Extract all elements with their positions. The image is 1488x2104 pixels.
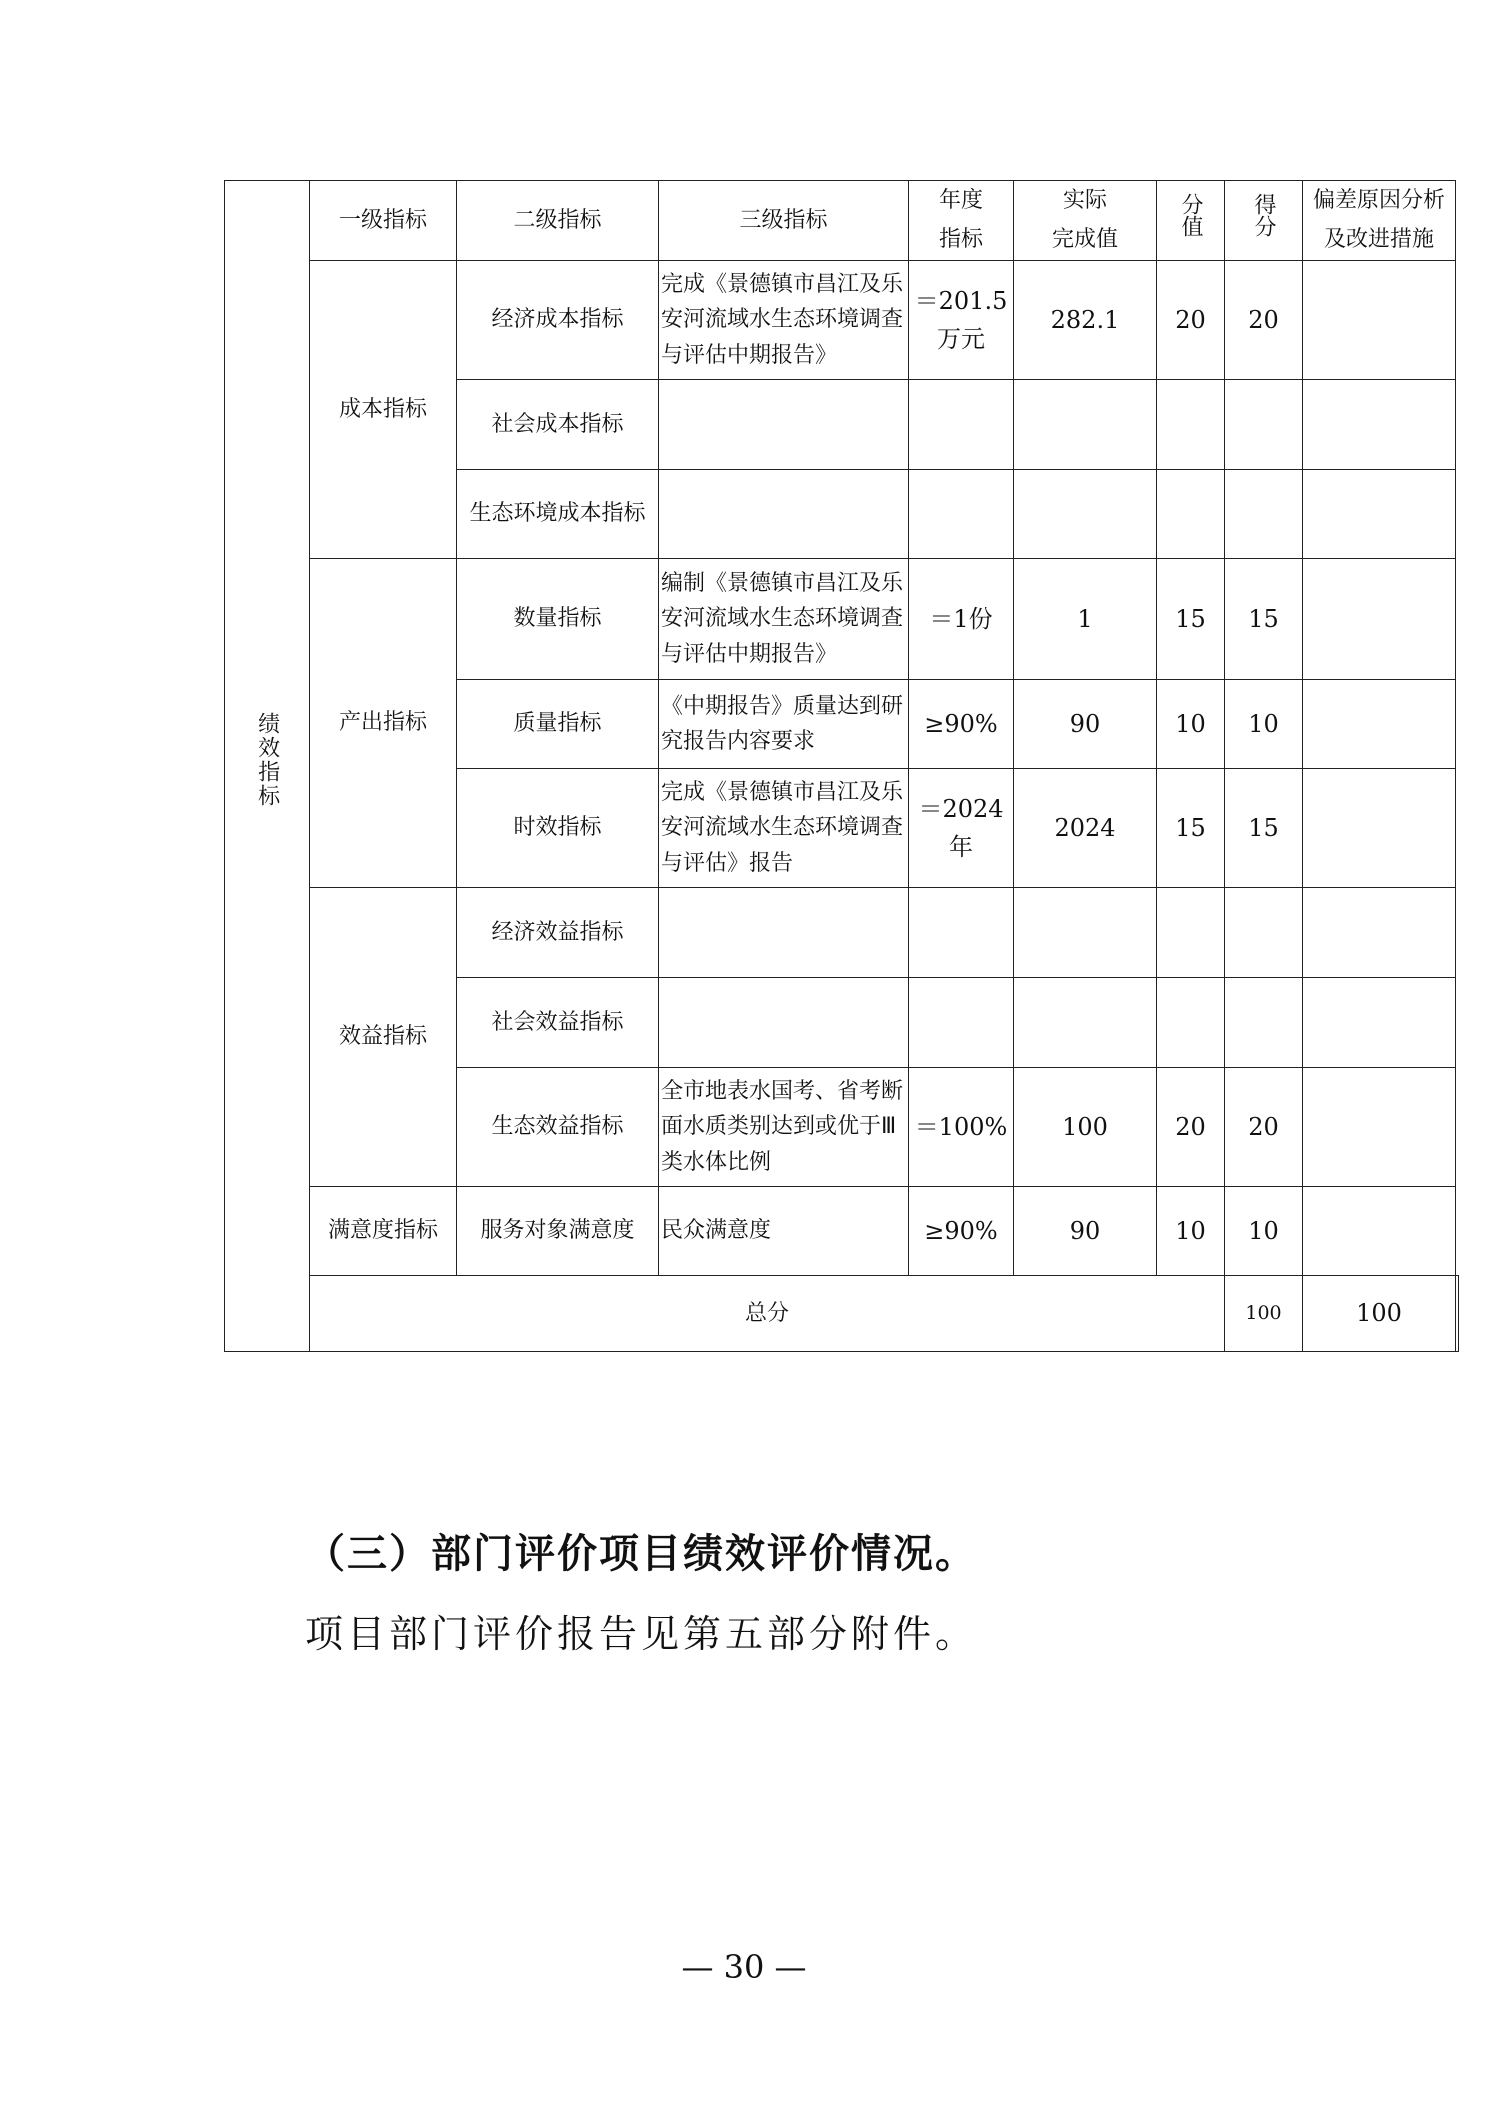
side-label: 绩效指标 bbox=[254, 712, 280, 809]
header-level2: 二级指标 bbox=[457, 181, 659, 261]
weight-cell: 15 bbox=[1157, 769, 1225, 888]
table-row bbox=[225, 261, 1459, 380]
header-level3: 三级指标 bbox=[659, 181, 909, 261]
level2-cell: 社会效益指标 bbox=[457, 978, 659, 1068]
level3-cell bbox=[659, 888, 909, 978]
level3-cell: 民众满意度 bbox=[659, 1187, 909, 1276]
deviation-cell bbox=[1303, 888, 1456, 978]
side-label-cell bbox=[225, 181, 310, 1352]
weight-cell: 20 bbox=[1157, 1068, 1225, 1187]
score-cell: 10 bbox=[1225, 1187, 1303, 1276]
weight-cell bbox=[1157, 888, 1225, 978]
target-cell: ＝201.5万元 bbox=[909, 261, 1014, 380]
target-cell bbox=[909, 470, 1014, 559]
target-cell: ≥90% bbox=[909, 1187, 1014, 1276]
weight-cell bbox=[1157, 380, 1225, 470]
deviation-cell bbox=[1303, 261, 1456, 380]
weight-cell bbox=[1157, 470, 1225, 559]
actual-cell: 1 bbox=[1014, 559, 1157, 680]
target-cell bbox=[909, 888, 1014, 978]
actual-cell: 90 bbox=[1014, 680, 1157, 769]
actual-cell bbox=[1014, 978, 1157, 1068]
level3-cell bbox=[659, 470, 909, 559]
deviation-cell bbox=[1303, 1187, 1456, 1276]
level2-cell: 生态效益指标 bbox=[457, 1068, 659, 1187]
group-output: 产出指标 bbox=[310, 559, 457, 888]
level3-cell: 完成《景德镇市昌江及乐安河流域水生态环境调查与评估中期报告》 bbox=[659, 261, 909, 380]
group-cost: 成本指标 bbox=[310, 261, 457, 559]
deviation-cell bbox=[1303, 380, 1456, 470]
header-actual: 实际 完成值 bbox=[1014, 181, 1157, 261]
score-cell bbox=[1225, 978, 1303, 1068]
actual-cell: 282.1 bbox=[1014, 261, 1157, 380]
level3-cell bbox=[659, 978, 909, 1068]
deviation-cell bbox=[1303, 1068, 1456, 1187]
deviation-cell bbox=[1303, 680, 1456, 769]
level2-cell: 时效指标 bbox=[457, 769, 659, 888]
group-satisfaction: 满意度指标 bbox=[310, 1187, 457, 1276]
target-cell bbox=[909, 978, 1014, 1068]
section-paragraph: 项目部门评价报告见第五部分附件。 bbox=[305, 1612, 978, 1656]
table-row bbox=[225, 1187, 1459, 1276]
total-label: 总分 bbox=[310, 1276, 1225, 1352]
deviation-cell bbox=[1303, 470, 1456, 559]
target-cell: ＝1份 bbox=[909, 559, 1014, 680]
target-cell: ＝100% bbox=[909, 1068, 1014, 1187]
weight-cell: 15 bbox=[1157, 559, 1225, 680]
total-row bbox=[225, 1276, 1459, 1352]
deviation-cell bbox=[1303, 978, 1456, 1068]
target-cell bbox=[909, 380, 1014, 470]
weight-cell bbox=[1157, 978, 1225, 1068]
deviation-cell bbox=[1303, 559, 1456, 680]
header-annual-target: 年度 指标 bbox=[909, 181, 1014, 261]
level2-cell: 质量指标 bbox=[457, 680, 659, 769]
score-cell bbox=[1225, 888, 1303, 978]
header-row bbox=[225, 181, 1459, 261]
level3-cell: 全市地表水国考、省考断面水质类别达到或优于Ⅲ类水体比例 bbox=[659, 1068, 909, 1187]
total-score: 100 bbox=[1303, 1276, 1456, 1352]
header-level1: 一级指标 bbox=[310, 181, 457, 261]
total-deviation bbox=[1456, 1276, 1459, 1352]
level2-cell: 生态环境成本指标 bbox=[457, 470, 659, 559]
actual-cell bbox=[1014, 470, 1157, 559]
weight-cell: 20 bbox=[1157, 261, 1225, 380]
level2-cell: 经济成本指标 bbox=[457, 261, 659, 380]
weight-cell: 10 bbox=[1157, 1187, 1225, 1276]
performance-indicator-table bbox=[224, 180, 1459, 1352]
section-heading: （三）部门评价项目绩效评价情况。 bbox=[305, 1531, 977, 1577]
level3-cell: 完成《景德镇市昌江及乐安河流域水生态环境调查与评估》报告 bbox=[659, 769, 909, 888]
level2-cell: 服务对象满意度 bbox=[457, 1187, 659, 1276]
total-weight: 100 bbox=[1225, 1276, 1303, 1352]
header-score: 得分 bbox=[1225, 181, 1303, 261]
level2-cell: 经济效益指标 bbox=[457, 888, 659, 978]
weight-cell: 10 bbox=[1157, 680, 1225, 769]
score-cell: 15 bbox=[1225, 559, 1303, 680]
deviation-cell bbox=[1303, 769, 1456, 888]
target-cell: ＝2024年 bbox=[909, 769, 1014, 888]
level3-cell: 《中期报告》质量达到研究报告内容要求 bbox=[659, 680, 909, 769]
level3-cell bbox=[659, 380, 909, 470]
score-cell: 15 bbox=[1225, 769, 1303, 888]
header-deviation: 偏差原因分析 及改进措施 bbox=[1303, 181, 1456, 261]
level2-cell: 社会成本指标 bbox=[457, 380, 659, 470]
score-cell: 10 bbox=[1225, 680, 1303, 769]
actual-cell: 2024 bbox=[1014, 769, 1157, 888]
page-number: — 30 — bbox=[681, 1948, 807, 1986]
table-row bbox=[225, 559, 1459, 680]
score-cell: 20 bbox=[1225, 261, 1303, 380]
score-cell: 20 bbox=[1225, 1068, 1303, 1187]
score-cell bbox=[1225, 380, 1303, 470]
header-weight: 分值 bbox=[1157, 181, 1225, 261]
actual-cell: 100 bbox=[1014, 1068, 1157, 1187]
actual-cell: 90 bbox=[1014, 1187, 1157, 1276]
table-row bbox=[225, 888, 1459, 978]
group-benefit: 效益指标 bbox=[310, 888, 457, 1187]
actual-cell bbox=[1014, 380, 1157, 470]
level3-cell: 编制《景德镇市昌江及乐安河流域水生态环境调查与评估中期报告》 bbox=[659, 559, 909, 680]
score-cell bbox=[1225, 470, 1303, 559]
target-cell: ≥90% bbox=[909, 680, 1014, 769]
level2-cell: 数量指标 bbox=[457, 559, 659, 680]
actual-cell bbox=[1014, 888, 1157, 978]
